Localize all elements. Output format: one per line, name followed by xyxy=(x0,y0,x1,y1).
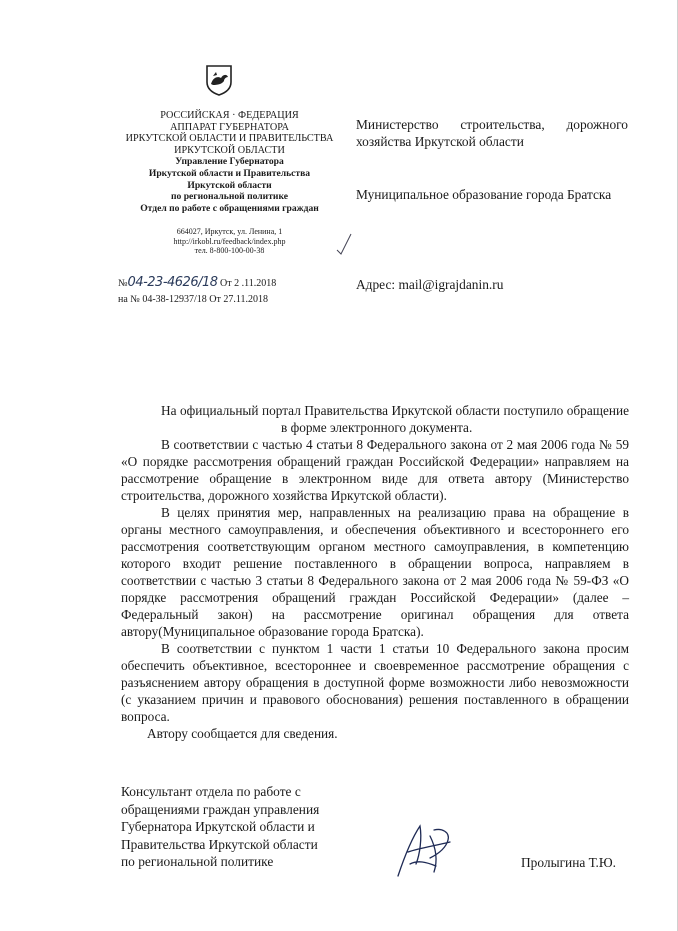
signatory-position xyxy=(121,783,371,871)
check-mark-icon xyxy=(335,232,353,256)
reg-number-handwritten: 04-23-4626/18 xyxy=(127,275,218,290)
dept-line: Управление Губернатора xyxy=(175,156,284,168)
handwritten-signature xyxy=(390,818,465,880)
org-line: РОССИЙСКАЯ · ФЕДЕРАЦИЯ xyxy=(160,110,299,121)
letter-body xyxy=(121,402,629,742)
reg-prefix: № xyxy=(118,278,128,289)
contact-phone: тел. 8-800-100-00-38 xyxy=(194,246,265,256)
paragraph-3: В целях принятия мер, направленных на реализацию права на обращение в органы местного самоуправления, и обеспечения объективного и всестороннего его рассмотрения соответствующим органом местного самоуправления, в компетенцию которого входит решение поставленного в обращении вопроса, направляем в соответствии с частью 3 статьи 8 Федерального закона от 2 мая 2006 года № 59-ФЗ «О порядке рассмотрения обращений граждан Российской Федерации» (далее – Федеральный закон) на рассмотрение оригинал обращения для ответа автору(Муниципальное образование города Братска). xyxy=(121,505,629,639)
recipient-ministry: Министерство строительства, дорожного хозяйства Иркутской области xyxy=(356,117,628,149)
paragraph-1-text: На официальный портал Правительства Иркутской области поступило обращение xyxy=(161,403,629,418)
position-line: обращениями граждан управления xyxy=(121,801,320,817)
paragraph-5: Автору сообщается для сведения. xyxy=(147,726,338,741)
paragraph-4: В соответствии с пунктом 1 части 1 статьи 10 Федерального закона просим обеспечить объективное, всестороннее и своевременное рассмотрение обращения с разъяснением автору обращения в доступной форме возможности либо невозможности (с указанием причин и правового обоснования) решения поставленного в обращении вопроса. xyxy=(121,641,629,724)
contact-url: http://irkobl.ru/feedback/index.php xyxy=(173,236,286,246)
paragraph-1-tail: в форме электронного документа. xyxy=(281,420,473,435)
position-line: Правительства Иркутской области xyxy=(121,836,318,852)
registration-number xyxy=(118,275,276,290)
org-line: ИРКУТСКОЙ ОБЛАСТИ И ПРАВИТЕЛЬСТВА xyxy=(125,133,334,145)
reg-date: От 2 .11.2018 xyxy=(220,278,277,289)
signatory-name: Пролыгина Т.Ю. xyxy=(521,855,616,870)
contact-address: 664027, Иркутск, ул. Ленина, 1 xyxy=(176,227,283,237)
paragraph-1 xyxy=(121,402,629,436)
dept-line: по региональной политике xyxy=(170,191,288,203)
position-line: Консультант отдела по работе с xyxy=(121,784,301,799)
position-line: по региональной политике xyxy=(121,854,274,870)
reference-number: на № 04-38-12937/18 От 27.11.2018 xyxy=(118,294,268,305)
org-line: ИРКУТСКОЙ ОБЛАСТИ xyxy=(174,144,285,156)
position-line: Губернатора Иркутской области и xyxy=(121,819,315,835)
dept-line: Иркутской области xyxy=(187,179,272,191)
sender-header xyxy=(112,110,347,256)
recipient-address: Адрес: mail@igrajdanin.ru xyxy=(356,277,504,292)
coat-of-arms-icon xyxy=(205,64,233,96)
paragraph-2: В соответствии с частью 4 статьи 8 Федерального закона от 2 мая 2006 года № 59 «О порядке рассмотрения обращений граждан Российской Федерации» направляем на рассмотрение обращение в электронном виде для ответа автору (Министерство строительства, дорожного хозяйства Иркутской области). xyxy=(121,437,629,503)
dept-line: Отдел по работе с обращениями граждан xyxy=(140,202,319,214)
org-line: АППАРАТ ГУБЕРНАТОРА xyxy=(170,121,289,133)
dept-line: Иркутской области и Правительства xyxy=(148,167,311,179)
recipient-municipality: Муниципальное образование города Братска xyxy=(356,187,612,202)
